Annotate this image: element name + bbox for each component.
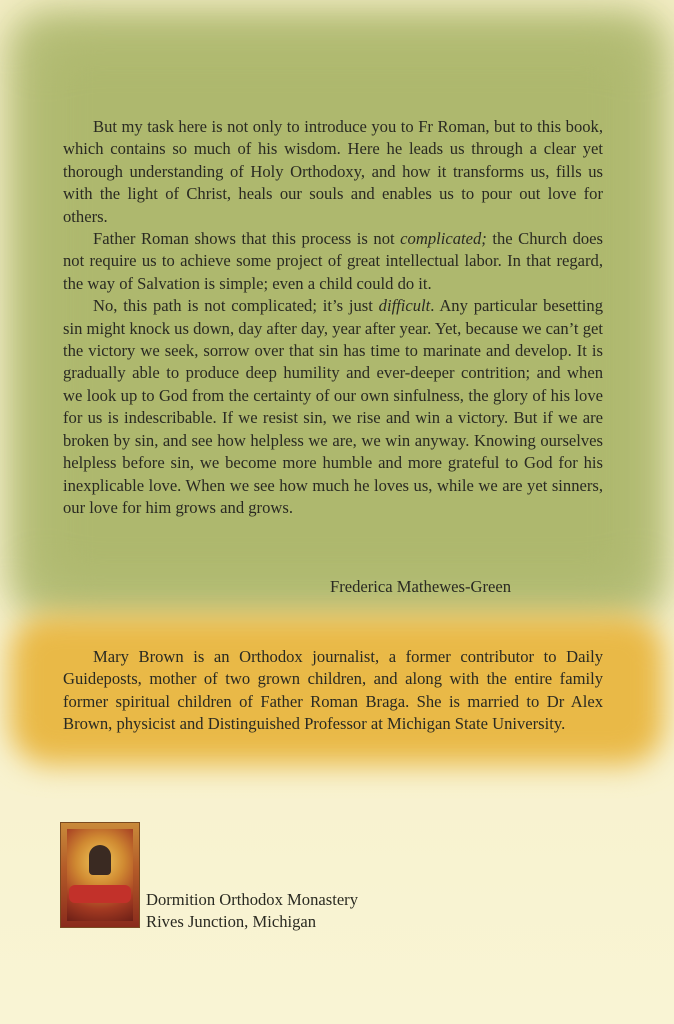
foreword-p2-start: Father Roman shows that this process is not — [93, 229, 401, 249]
foreword-text — [63, 116, 603, 519]
foreword-p2-end: the Church does not require us to achieve some project of great intellectual labor. In that regard, the way of Salvation is simple; even a child could do it. — [63, 229, 604, 293]
logo-figure-shape — [89, 845, 111, 875]
logo-icon-art — [67, 829, 133, 921]
foreword-p3-end: . Any particular besetting sin might knock us down, day after day, year after year. Yet, because we can’t get the victory we seek, sorrow over that sin has time to marinate and develop. It is gradually able to produce deep humility and ever-deeper contrition; and when we look up to God from the certainty of our own sinfulness, the glory of his love for us is indescribable. If we resist sin, we rise and win a victory. But if we are broken by sin, and see how helpless we are, we win anyway. Knowing ourselves helpless before sin, we become more humble and more grateful to God for his inexplicable love. When we see how much he loves us, while we are yet sinners, our love for him grows and grows. — [63, 296, 603, 517]
dormition-icon-logo — [60, 822, 140, 928]
foreword-p2-emphasis: complicated; — [400, 229, 487, 249]
foreword-signature: Frederica Mathewes-Green — [330, 577, 512, 596]
logo-bier-shape — [69, 885, 131, 903]
publisher-info — [146, 889, 446, 933]
publisher-location: Rives Junction, Michigan — [146, 912, 317, 931]
publisher-name: Dormition Orthodox Monastery — [146, 890, 359, 909]
foreword-p3-emphasis: difficult — [378, 296, 431, 316]
foreword-paragraph-1: But my task here is not only to introduce you to Fr Roman, but to this book, which contains so much of his wisdom. Here he leads us through a clear yet thorough understanding of Holy Orthodoxy, and how it transforms us, fills us with the light of Christ, heals our souls and enables us to pour out love for others. — [63, 117, 603, 226]
author-bio-text: Mary Brown is an Orthodox journalist, a former contributor to Daily Guideposts, mother of two grown children, and along with the entire family former spiritual children of Father Roman Braga. She is married to Dr Alex Brown, physicist and Distinguished Professor at Michigan State University. — [63, 647, 603, 734]
foreword-paragraph-3 — [63, 295, 603, 519]
author-bio — [63, 646, 603, 736]
foreword-paragraph-2 — [63, 228, 603, 295]
foreword-p3-start: No, this path is not complicated; it’s just — [93, 296, 379, 316]
